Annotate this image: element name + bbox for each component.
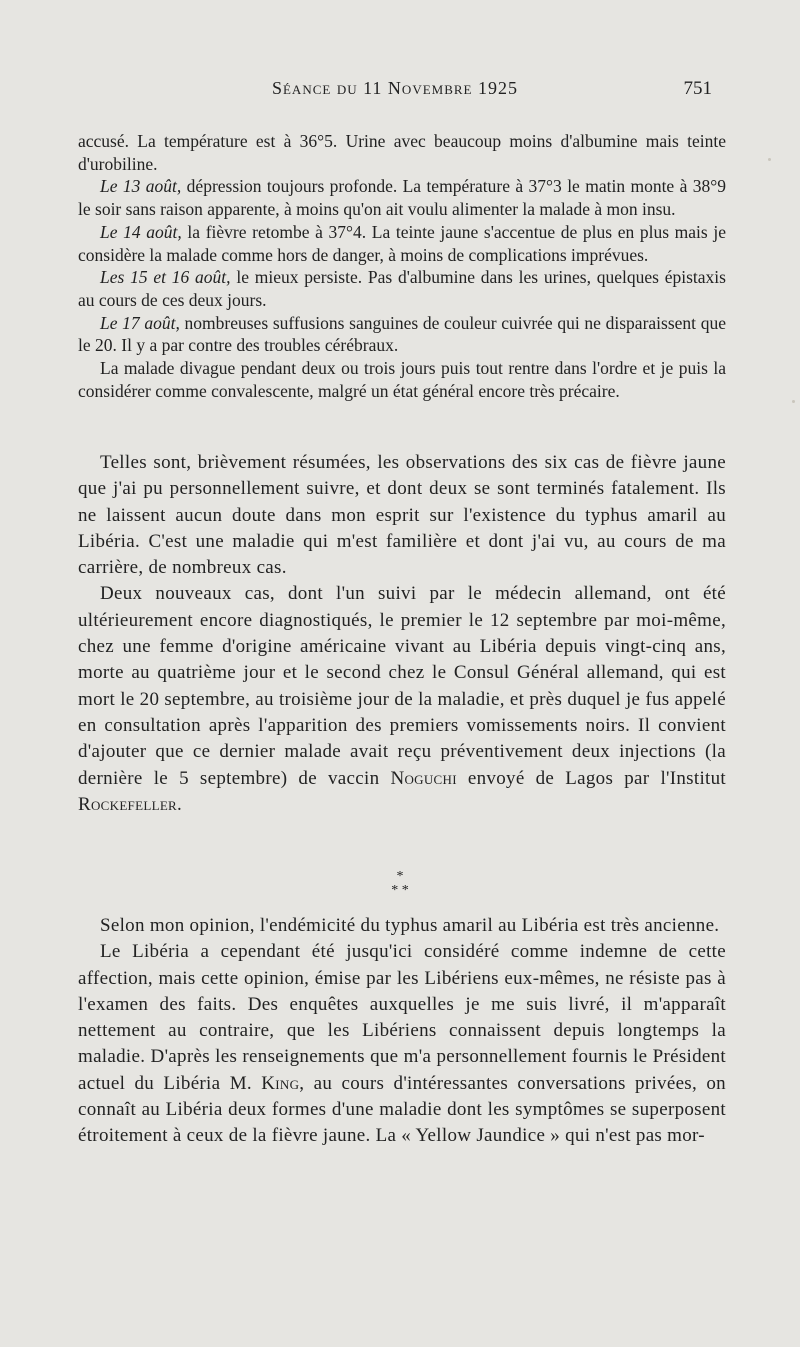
paragraph-text: Deux nouveaux cas, dont l'un suivi par le médecin allemand, ont été ultérieurement encore diagnostiqués, le premier le 12 septembre par moi-même, chez une femme d'origine américaine vivant au Libéria depuis vingt-cinq ans, morte au quatrième jour et le second chez le Consul Général allemand, qui est mort le 20 septembre, au troisième jour de la maladie, et près duquel je fus appelé en consultation après l'apparition des premiers vomissements noirs. Il convient d'ajouter que ce dernier malade avait reçu préventivement deux injections (la dernière le 5 septembre) de vaccin bbox=[78, 583, 726, 789]
paragraph bbox=[78, 357, 726, 402]
paragraph-text: nombreuses suffusions sanguines de couleur cuivrée qui ne disparaissent que le 20. Il y a par contre des troubles cérébraux. bbox=[78, 312, 726, 356]
paragraph bbox=[78, 130, 726, 175]
asterisk-bottom: * * bbox=[391, 883, 409, 898]
paragraph bbox=[78, 312, 726, 357]
paragraph bbox=[78, 266, 726, 311]
paragraph bbox=[78, 221, 726, 266]
date-label: Le 17 août, bbox=[100, 312, 180, 333]
running-header bbox=[78, 78, 712, 108]
header-title: Séance du 11 Novembre 1925 bbox=[271, 78, 518, 98]
paragraph-text: la fièvre retombe à 37°4. La teinte jaune s'accentue de plus en plus mais je considère la malade comme hors de danger, à moins de complications imprévues. bbox=[78, 221, 726, 265]
paragraph bbox=[78, 581, 726, 818]
paragraph-text: accusé. La température est à 36°5. Urine avec beaucoup moins d'albumine mais teinte d'urobiline. bbox=[78, 131, 726, 174]
paragraph-text: envoyé de Lagos par l'Institut bbox=[456, 767, 726, 789]
asterisk-top: * bbox=[396, 869, 404, 884]
person-name: Noguchi bbox=[390, 767, 457, 789]
paragraph-text: le mieux persiste. Pas d'albumine dans les urines, quelques épistaxis au cours de ces deux jours. bbox=[78, 267, 726, 310]
paper-speck bbox=[792, 400, 795, 403]
paragraph bbox=[78, 913, 726, 939]
paragraph-text: Telles sont, brièvement résumées, les observations des six cas de fièvre jaune que j'ai pu personnellement suivre, et dont deux se sont terminés fatalement. Ils ne laissent aucun doute dans mon esprit sur l'existence du typhus amaril au Libéria. C'est une maladie qui m'est familière et dont j'ai vu, au cours de ma carrière, de nombreux cas. bbox=[78, 452, 726, 579]
paragraph-text: Selon mon opinion, l'endémicité du typhus amaril au Libéria est très ancienne. bbox=[100, 915, 720, 936]
main-text-section-1 bbox=[78, 450, 726, 818]
paragraph-text: , au cours d'intéressantes conversations privées, on connaît au Libéria deux formes d'une maladie dont les symptômes se superposent étroitement à ceux de la fièvre jaune. La « Yellow Jaundice » qui n'est pas mor- bbox=[78, 1072, 726, 1147]
page-number: 751 bbox=[683, 78, 712, 99]
section-separator bbox=[0, 870, 800, 902]
person-name: King bbox=[261, 1072, 300, 1094]
date-label: Les 15 et 16 août, bbox=[100, 267, 231, 288]
paragraph bbox=[78, 175, 726, 220]
institution-name: Rockefeller bbox=[78, 793, 178, 815]
paragraph-text: La malade divague pendant deux ou trois jours puis tout rentre dans l'ordre et je puis la considérer comme convalescente, malgré un état général encore très précaire. bbox=[78, 358, 726, 401]
paragraph bbox=[78, 939, 726, 1149]
observation-notes bbox=[78, 130, 726, 402]
paragraph-text: dépression toujours profonde. La température à 37°3 le matin monte à 38°9 le soir sans raison apparente, à moins qu'on ait voulu alimenter la malade à mon insu. bbox=[78, 176, 726, 220]
date-label: Le 13 août, bbox=[100, 176, 182, 197]
paragraph bbox=[78, 450, 726, 581]
paragraph-text: Le Libéria a cependant été jusqu'ici considéré comme indemne de cette affection, mais cette opinion, émise par les Libériens eux-mêmes, ne résiste pas à l'examen des faits. Des enquêtes auxquelles je me suis livré, il m'apparaît nettement au contraire, que les Libériens connaissent depuis longtemps la maladie. D'après les renseignements que m'a personnellement fournis le Président actuel du Libéria M. bbox=[78, 941, 726, 1094]
paragraph-text: . bbox=[177, 793, 183, 815]
main-text-section-2 bbox=[78, 913, 726, 1150]
paper-speck bbox=[768, 158, 771, 161]
date-label: Le 14 août, bbox=[100, 221, 182, 242]
